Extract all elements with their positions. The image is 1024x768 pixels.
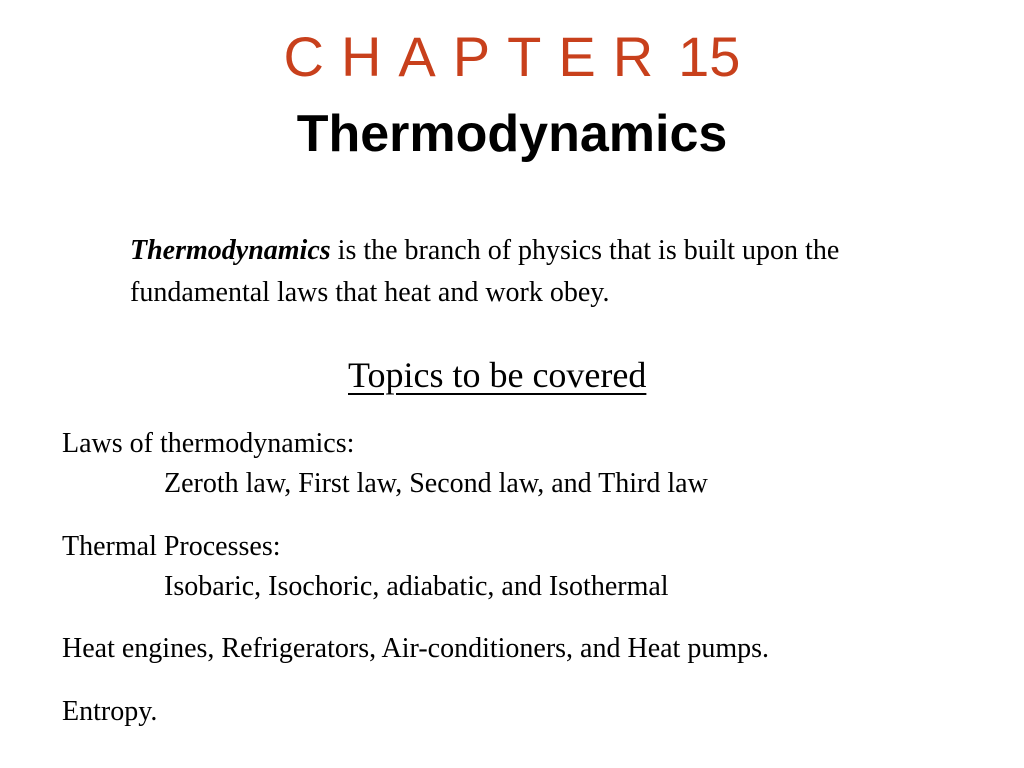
topic-label: Entropy.: [62, 696, 158, 727]
topic-entropy: [62, 692, 157, 732]
intro-paragraph: [130, 230, 930, 314]
slide-title: Thermodynamics: [296, 105, 728, 163]
topic-detail: Zeroth law, First law, Second law, and Third law: [164, 468, 708, 499]
chapter-word: CHAPTER: [283, 25, 671, 88]
topic-label: Laws of thermodynamics:: [62, 428, 355, 459]
topics-heading: Topics to be covered: [348, 355, 647, 395]
chapter-heading: [0, 22, 1024, 92]
intro-term: Thermodynamics: [130, 235, 331, 266]
topic-label: Heat engines, Refrigerators, Air-conditioners, and Heat pumps.: [62, 633, 770, 664]
intro-text: is the branch of physics that is built upon the fundamental laws that heat and work obey.: [130, 235, 840, 308]
topic-detail: Isobaric, Isochoric, adiabatic, and Isothermal: [164, 571, 669, 602]
topic-heat-engines: [62, 629, 769, 669]
topic-laws: [62, 424, 708, 504]
topic-label: Thermal Processes:: [62, 531, 281, 562]
chapter-number: 15: [678, 25, 741, 88]
topic-thermal-processes: [62, 527, 669, 607]
